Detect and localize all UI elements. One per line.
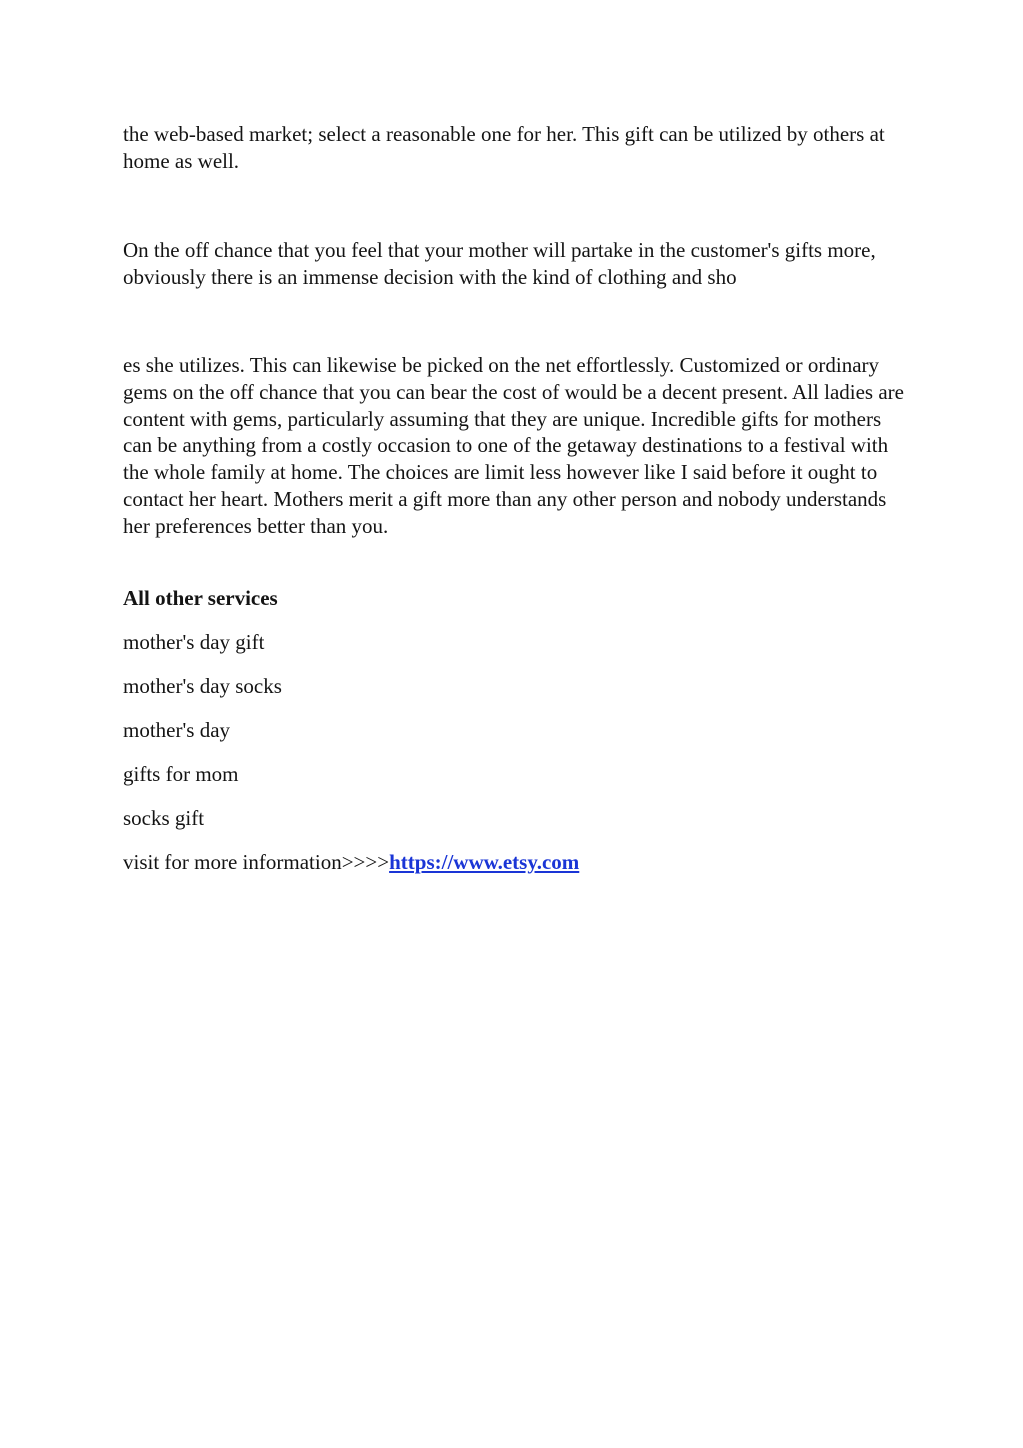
service-item-gifts-for-mom: gifts for mom — [123, 762, 239, 786]
info-prefix: visit for more information>>>> — [123, 850, 390, 874]
paragraph-customer-gifts: On the off chance that you feel that your mother will partake in the customer's gifts more, obviously there is an immense decision with the kind of clothing and sho — [123, 238, 876, 289]
paragraph-market: the web-based market; select a reasonable one for her. This gift can be utilized by others at home as well. — [123, 122, 885, 173]
paragraph-gems: es she utilizes. This can likewise be picked on the net effortlessly. Customized or ordinary gems on the off chance that you can bear the cost of would be a decent present. All ladies are content with gems, particularly assuming that they are unique. Incredible gifts for mothers can be anything from a costly occasion to one of the getaway destinations to a festival with the whole family at home. The choices are limit less however like I said before it ought to contact her heart. Mothers merit a gift more than any other person and nobody understands her preferences better than you. — [123, 353, 904, 538]
info-line — [123, 849, 579, 875]
service-item-socks-gift: socks gift — [123, 806, 205, 830]
service-item-mothers-day: mother's day — [123, 718, 231, 742]
service-item-mothers-day-socks: mother's day socks — [123, 674, 282, 698]
services-heading: All other services — [123, 586, 278, 610]
etsy-link[interactable]: https://www.etsy.com — [389, 850, 580, 874]
service-item-mothers-day-gift: mother's day gift — [123, 630, 265, 654]
